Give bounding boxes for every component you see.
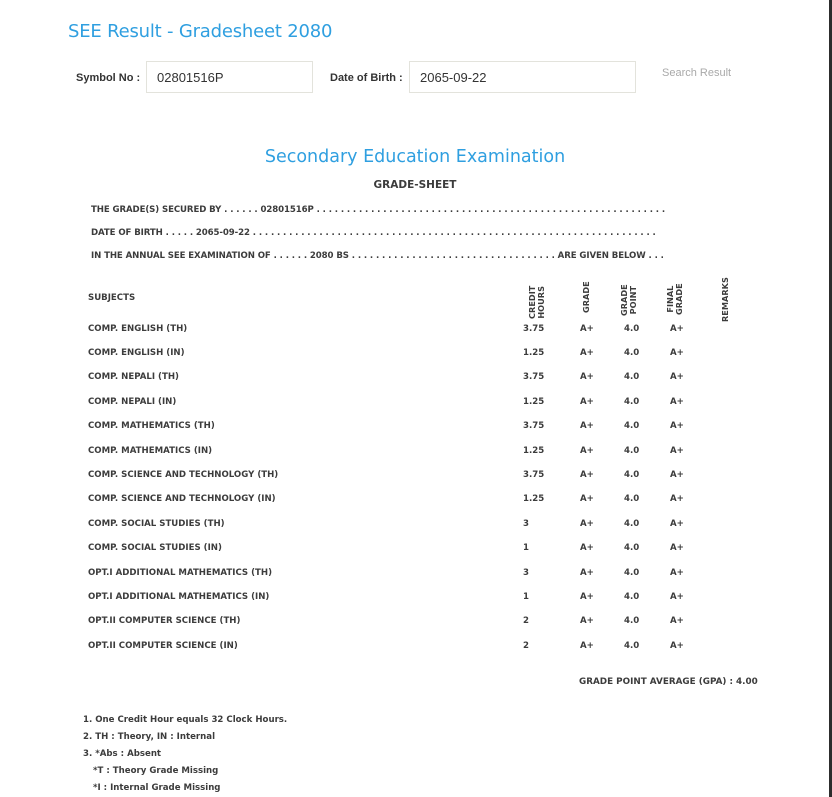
table-row [0,494,830,508]
subject-name: COMP. MATHEMATICS (IN) [88,446,213,456]
final-grade: A+ [670,592,684,602]
grade: A+ [580,568,594,578]
subject-name: COMP. NEPALI (IN) [88,397,177,407]
table-row [0,324,830,338]
grade: A+ [580,641,594,651]
subject-name: COMP. MATHEMATICS (TH) [88,421,215,431]
table-row [0,421,830,435]
final-grade: A+ [670,324,684,334]
grade-point: 4.0 [624,592,640,602]
table-row [0,568,830,582]
grade-point: 4.0 [624,372,640,382]
column-header-grade-point-line1: GRADE [619,284,629,316]
gpa-summary: GRADE POINT AVERAGE (GPA) : 4.00 [579,677,758,687]
final-grade: A+ [670,446,684,456]
credit-hours: 1 [523,543,529,553]
final-grade: A+ [670,519,684,529]
grade-point: 4.0 [624,421,640,431]
column-header-grade: GRADE [581,281,591,313]
subject-name: COMP. SOCIAL STUDIES (IN) [88,543,222,553]
table-row [0,397,830,411]
info-line-secured-by: THE GRADE(S) SECURED BY . . . . . . 02801516P . . . . . . . . . . . . . . . . . . . . . . . . . . . . . . . . . . . . . . . . . . . . . . . . . . . . . . . . . . [91,205,665,215]
subject-name: COMP. NEPALI (TH) [88,372,179,382]
table-row [0,372,830,386]
final-grade: A+ [670,641,684,651]
credit-hours: 3.75 [523,470,545,480]
subject-name: COMP. ENGLISH (IN) [88,348,185,358]
grade-point: 4.0 [624,519,640,529]
grade-point: 4.0 [624,324,640,334]
subject-name: COMP. SOCIAL STUDIES (TH) [88,519,225,529]
subject-name: COMP. SCIENCE AND TECHNOLOGY (TH) [88,470,279,480]
credit-hours: 2 [523,616,529,626]
grade-point: 4.0 [624,446,640,456]
final-grade: A+ [670,543,684,553]
column-header-grade-point-line2: POINT [628,285,638,315]
grade: A+ [580,397,594,407]
note-theory-internal: 2. TH : Theory, IN : Internal [83,732,216,742]
date-of-birth-label: Date of Birth : [330,72,403,84]
final-grade: A+ [670,494,684,504]
column-header-credit-hours [528,286,546,319]
column-header-remarks: REMARKS [720,277,730,322]
note-credit-hour: 1. One Credit Hour equals 32 Clock Hours. [83,715,288,725]
subject-name: OPT.I ADDITIONAL MATHEMATICS (IN) [88,592,270,602]
table-row [0,446,830,460]
grade: A+ [580,494,594,504]
grade: A+ [580,421,594,431]
date-of-birth-input[interactable] [409,61,636,93]
grade-point: 4.0 [624,568,640,578]
credit-hours: 3.75 [523,421,545,431]
table-row [0,519,830,533]
subject-name: OPT.II COMPUTER SCIENCE (TH) [88,616,241,626]
grade: A+ [580,519,594,529]
column-header-grade-point [620,284,638,316]
table-row [0,348,830,362]
note-internal-missing: *I : Internal Grade Missing [93,783,221,793]
info-line-date-of-birth: DATE OF BIRTH . . . . . 2065-09-22 . . . . . . . . . . . . . . . . . . . . . . . . . . . . . . . . . . . . . . . . . . . . . . . . . . . . . . . . . . . . . . . . . . . [91,228,656,238]
note-absent: 3. *Abs : Absent [83,749,162,759]
subject-name: COMP. ENGLISH (TH) [88,324,188,334]
grade: A+ [580,348,594,358]
credit-hours: 2 [523,641,529,651]
grade: A+ [580,543,594,553]
grade: A+ [580,592,594,602]
final-grade: A+ [670,470,684,480]
grade: A+ [580,446,594,456]
grade-point: 4.0 [624,397,640,407]
credit-hours: 1.25 [523,446,545,456]
final-grade: A+ [670,568,684,578]
grade-point: 4.0 [624,494,640,504]
column-header-final-grade [666,283,684,315]
note-theory-missing: *T : Theory Grade Missing [93,766,219,776]
page-title: SEE Result - Gradesheet 2080 [68,21,333,42]
final-grade: A+ [670,397,684,407]
grade-point: 4.0 [624,348,640,358]
subject-name: OPT.II COMPUTER SCIENCE (IN) [88,641,238,651]
table-row [0,470,830,484]
credit-hours: 3.75 [523,324,545,334]
credit-hours: 1.25 [523,348,545,358]
table-row [0,616,830,630]
credit-hours: 3 [523,519,529,529]
grade-point: 4.0 [624,641,640,651]
credit-hours: 3.75 [523,372,545,382]
table-row [0,641,830,655]
symbol-no-label: Symbol No : [76,72,141,84]
table-row [0,543,830,557]
final-grade: A+ [670,616,684,626]
grade: A+ [580,372,594,382]
final-grade: A+ [670,421,684,431]
column-header-credit-hours-line1: CREDIT [527,285,537,319]
credit-hours: 1.25 [523,494,545,504]
info-line-examination: IN THE ANNUAL SEE EXAMINATION OF . . . . . . 2080 BS . . . . . . . . . . . . . . . . . . . . . . . . . . . . . . . . . . ARE GIVEN BELOW . . . [91,251,664,261]
grade-point: 4.0 [624,543,640,553]
column-header-subjects: SUBJECTS [88,293,136,303]
column-header-final-grade-line2: GRADE [674,283,684,315]
gradesheet-title: GRADE-SHEET [373,179,457,191]
final-grade: A+ [670,372,684,382]
credit-hours: 3 [523,568,529,578]
subject-name: OPT.I ADDITIONAL MATHEMATICS (TH) [88,568,273,578]
column-header-credit-hours-line2: HOURS [536,286,546,319]
symbol-no-input[interactable] [146,61,313,93]
grade: A+ [580,470,594,480]
exam-title: Secondary Education Examination [264,147,566,167]
column-header-final-grade-line1: FINAL [665,285,675,313]
credit-hours: 1.25 [523,397,545,407]
grade-point: 4.0 [624,470,640,480]
table-row [0,592,830,606]
grade: A+ [580,616,594,626]
search-result-button[interactable]: Search Result [662,67,732,79]
grade-point: 4.0 [624,616,640,626]
subject-name: COMP. SCIENCE AND TECHNOLOGY (IN) [88,494,276,504]
grade: A+ [580,324,594,334]
final-grade: A+ [670,348,684,358]
credit-hours: 1 [523,592,529,602]
